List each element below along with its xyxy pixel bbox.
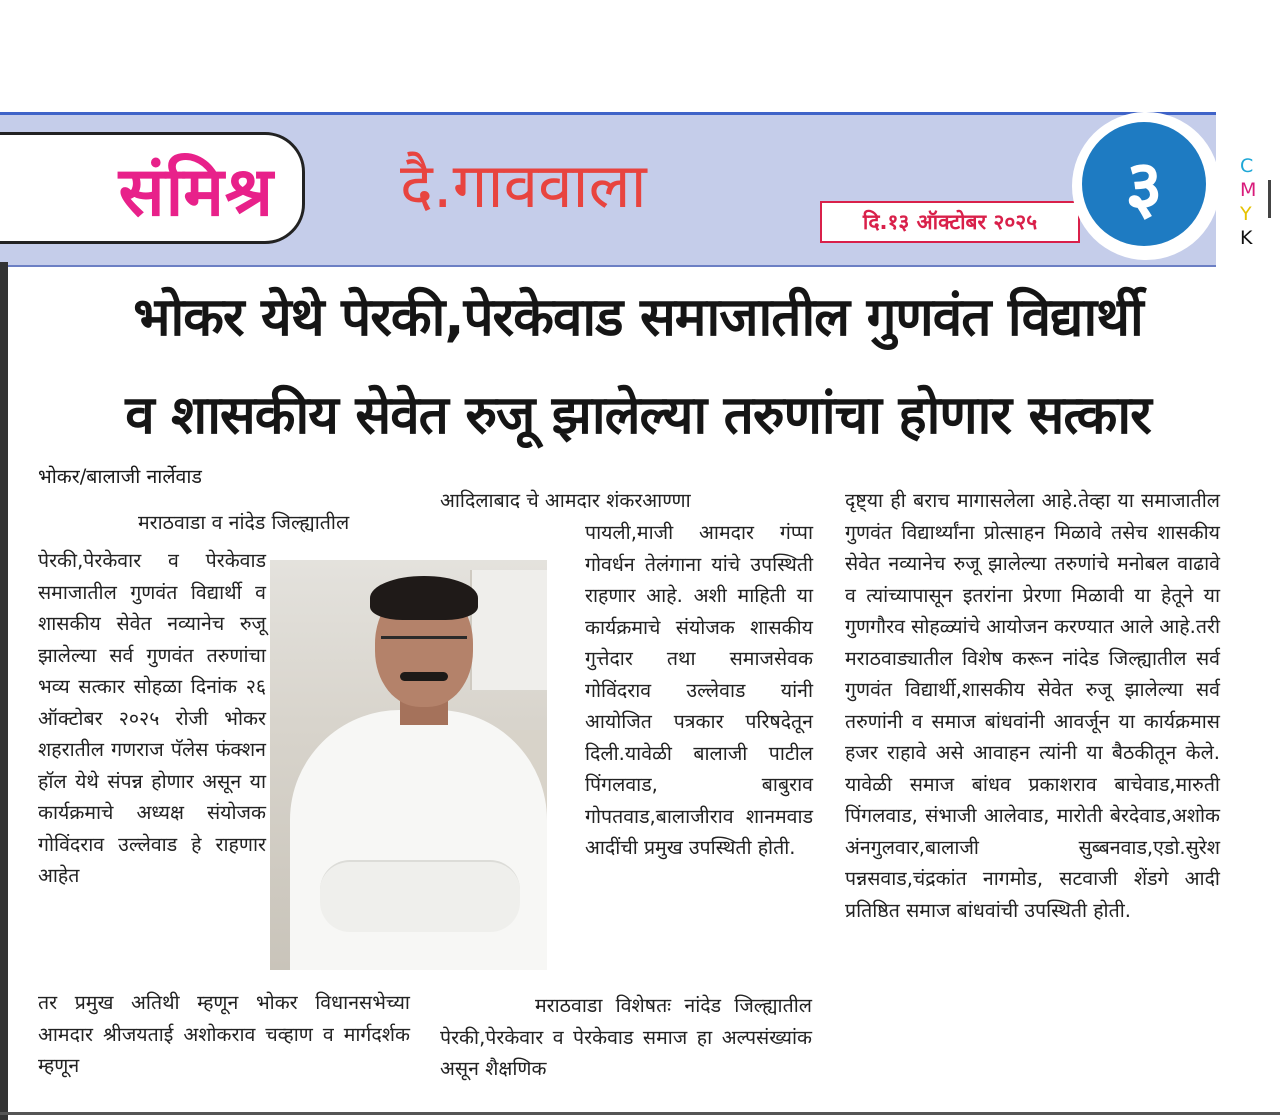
photo-glasses — [381, 636, 467, 657]
article-col2-top: आदिलाबाद चे आमदार शंकरआण्णा — [440, 489, 691, 512]
cmyk-m: M — [1240, 179, 1257, 201]
article-col1-narrow: पेरकी,पेरकेवार व पेरकेवाड समाजातील गुणवंत विद्यार्थी व शासकीय सेवेत नव्यानेच रुजू झालेल्या सर्व गुणवंत तरुणांचा भव्य सत्कार सोहळा दिनांक २६ ऑक्टोबर २०२५ रोजी भोकर शहरातील गणराज पॅलेस फंक्शन हॉल येथे संपन्न होणार असून या कार्यक्रमाचे अध्यक्ष संयोजक गोविंदराव उल्लेवाड हे राहणार आहेत — [38, 549, 266, 887]
cmyk-c: C — [1240, 155, 1254, 177]
article-col2-narrow: पायली,माजी आमदार गंप्पा गोवर्धन तेलंगाना यांचे उपस्थिती राहणार आहे. अशी माहिती या कार्यक्रमाचे संयोजक शासकीय गुत्तेदार तथा समाजसेवक गोविंदराव उल्लेवाड यांनी आयोजित पत्रकार परिषदेतून दिली.यावेळी बालाजी पाटील पिंगलवाड, बाबुराव गोपतवाड,बालाजीराव शानमवाड आदींची प्रमुख उपस्थिती होती. — [585, 521, 813, 859]
photo-folded-arms — [320, 860, 520, 932]
section-logo — [0, 132, 305, 244]
issue-date: दि.१३ ऑक्टोबर २०२५ — [820, 201, 1080, 243]
photo-mustache — [400, 672, 448, 681]
section-label: संमिश्र — [118, 152, 274, 232]
cmyk-registration — [1240, 154, 1256, 250]
headline-line-1: भोकर येथे पेरकी,पेरकेवाड समाजातील गुणवंत विद्यार्थी — [133, 287, 1143, 348]
registration-mark — [1268, 180, 1271, 218]
photo-hair — [370, 576, 478, 620]
article-col3: दृष्ट्या ही बराच मागासलेला आहे.तेव्हा या समाजातील गुणवंत विद्यार्थ्यांना प्रोत्साहन मिळावे तसेच शासकीय सेवेत नव्यानेच रुजू झालेल्या तरुणांचे मनोबल वाढावे व त्यांच्यापासून इतरांना प्रेरणा मिळावी या हेतूने या गुणगौरव सोहळ्यांचे आयोजन करण्यात आले आहे.तरी मराठवाड्यातील विशेष करून नांदेड जिल्ह्यातील सर्व गुणवंत विद्यार्थी,शासकीय सेवेत रुजू झालेल्या सर्व तरुणांनी व समाज बांधवांनी आवर्जून या कार्यक्रमास हजर राहावे असे आवाहन त्यांनी या बैठकीतून केले. यावेळी समाज बांधव प्रकाशराव बाचेवाड,मारुती पिंगलवाड, संभाजी आलेवाड, मारोती बेरदेवाड,अशोक अंनगुलवार,बालाजी सुब्बनवाड,एडो.सुरेश पन्नसवाड,चंद्रकांत नागमोड, सटवाजी शेंडगे आदी प्रतिष्ठित समाज बांधवांची उपस्थिती होती. — [845, 489, 1220, 922]
newspaper-name: दै.गाववाला — [400, 149, 647, 222]
headline-line-2: व शासकीय सेवेत रुजू झालेल्या तरुणांचा होणार सत्कार — [125, 385, 1151, 446]
page-number: ३ — [1082, 122, 1206, 246]
portrait-photo — [270, 560, 547, 970]
photo-background-cabinet — [470, 570, 547, 690]
article-col2-bottom: मराठवाडा विशेषतः नांदेड जिल्ह्यातील पेरकी,पेरकेवार व पेरकेवाड समाज हा अल्पसंख्यांक असून शैक्षणिक — [440, 994, 812, 1080]
article-col1-wide: तर प्रमुख अतिथी म्हणून भोकर विधानसभेच्या आमदार श्रीजयताई अशोकराव चव्हाण व मार्गदर्शक म्हणून — [38, 991, 410, 1077]
article-col1-lead: मराठवाडा व नांदेड जिल्ह्यातील — [138, 511, 350, 534]
left-column-rule — [0, 262, 8, 1120]
cmyk-y: Y — [1240, 203, 1252, 225]
byline: भोकर/बालाजी नार्लेवाड — [38, 465, 202, 488]
cmyk-k: K — [1240, 227, 1253, 249]
bottom-rule — [0, 1112, 1280, 1115]
